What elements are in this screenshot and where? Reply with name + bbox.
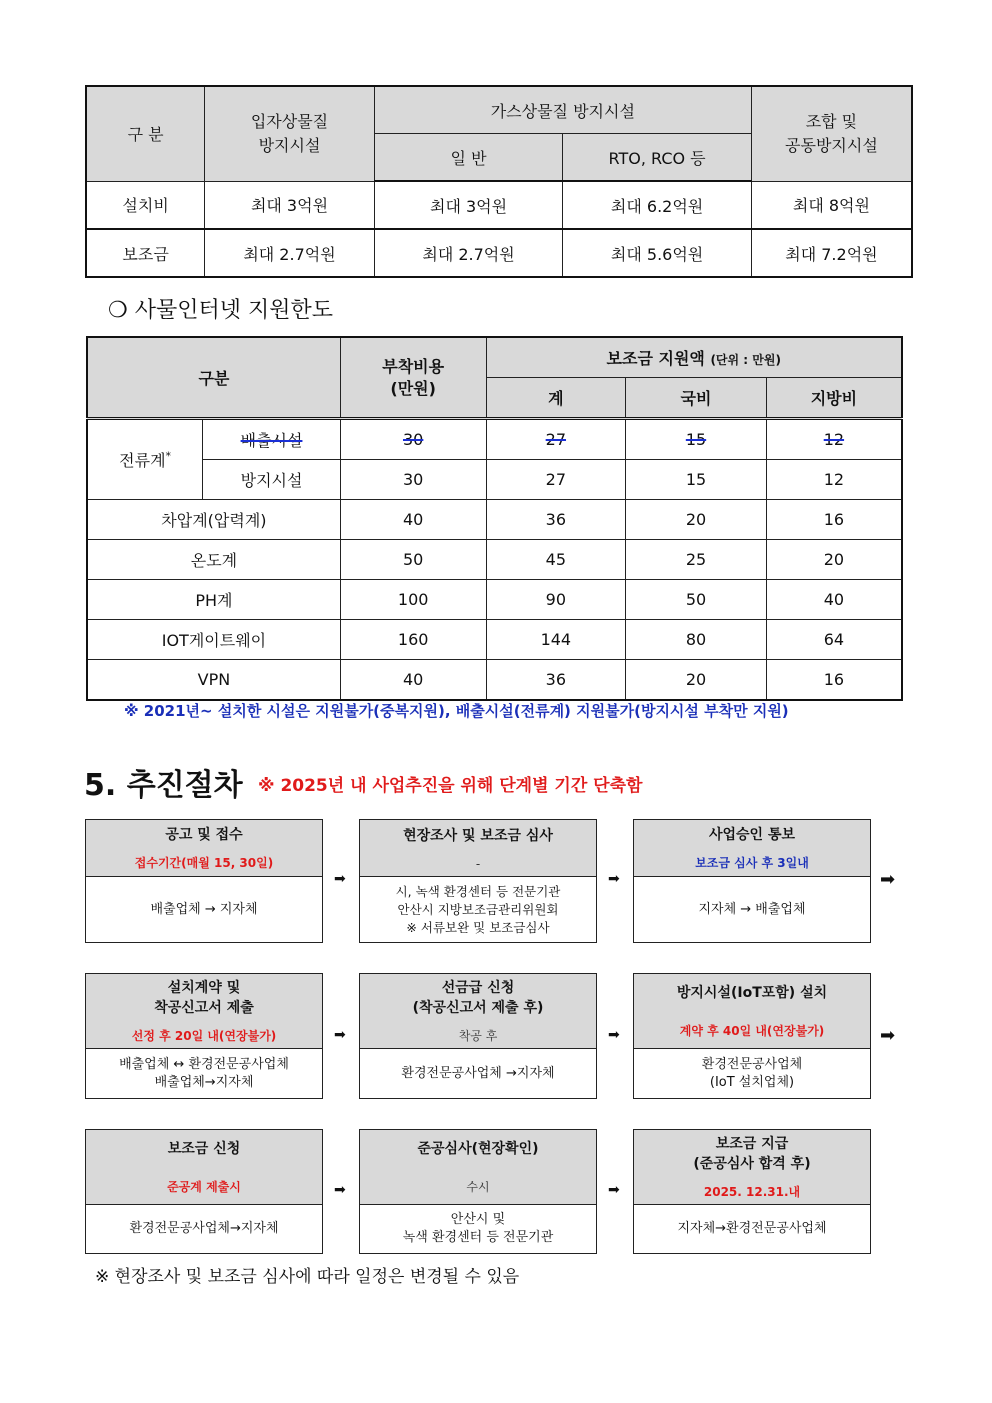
header-subsidy-label: 보조금 지원액 [606, 349, 705, 368]
arrow-right-icon: ➡ [334, 871, 346, 887]
table-cell: 최대 7.2억원 [751, 229, 912, 277]
table-row [87, 419, 902, 460]
header-total: 계 [486, 378, 626, 419]
table-cell: 45 [486, 540, 626, 580]
row-label: 배출시설 [203, 419, 341, 460]
table-cell: 36 [486, 500, 626, 540]
table-cell: 최대 2.7억원 [205, 229, 375, 277]
table-cell: 50 [626, 580, 767, 620]
table-cell: 25 [626, 540, 767, 580]
facility-cost-table [85, 85, 913, 278]
step-period: - [475, 856, 481, 871]
step-flow: 배출업체 ↔ 환경전문공사업체 배출업체→지자체 [119, 1056, 289, 1090]
table-cell: 20 [626, 660, 767, 701]
support-note: ※ 2021년~ 설치한 시설은 지원불가(중복지원), 배출시설(전류계) 지원불가(방지시설 부착만 지원) [124, 702, 789, 720]
arrow-right-icon: ➡ [880, 869, 896, 890]
group-label: 전류계* [87, 419, 203, 500]
table-row [87, 620, 902, 660]
step-period: 계약 후 40일 내(연장불가) [679, 1023, 825, 1038]
step-title: 준공심사(현장확인) [417, 1141, 539, 1158]
table-cell: 최대 6.2억원 [563, 181, 752, 229]
table-cell: 100 [340, 580, 486, 620]
table-cell: 16 [766, 500, 902, 540]
schedule-note: ※ 현장조사 및 보조금 심사에 따라 일정은 변경될 수 있음 [95, 1267, 520, 1287]
row-label: 방지시설 [203, 460, 341, 500]
step-period: 선정 후 20일 내(연장불가) [131, 1028, 277, 1043]
table-cell: 27 [486, 460, 626, 500]
table-cell: 36 [486, 660, 626, 701]
table-cell: 27 [486, 419, 626, 460]
step-box [85, 1129, 323, 1254]
step-period: 보조금 심사 후 3일내 [695, 856, 809, 871]
step-flow: 환경전문공사업체 →지자체 [401, 1065, 555, 1081]
table-cell: 16 [766, 660, 902, 701]
step-flow: 배출업체 → 지자체 [150, 901, 258, 917]
table-cell: 90 [486, 580, 626, 620]
row-label: 차압계(압력계) [87, 500, 340, 540]
step-box [633, 819, 871, 943]
iot-heading: ❍ 사물인터넷 지원한도 [108, 298, 333, 323]
step-period: 수시 [466, 1179, 490, 1194]
table-cell: 최대 8억원 [751, 181, 912, 229]
iot-support-table [86, 336, 903, 701]
table-cell: 80 [626, 620, 767, 660]
header-gas-rto: RTO, RCO 등 [563, 134, 752, 182]
header-subsidy [486, 337, 902, 378]
step-title: 현장조사 및 보조금 심사 [403, 827, 553, 844]
table-cell: 12 [766, 419, 902, 460]
step-period: 접수기간(매월 15, 30일) [134, 856, 274, 871]
table-cell: 20 [626, 500, 767, 540]
table-row [87, 460, 902, 500]
row-label: VPN [87, 660, 340, 701]
table-row [87, 580, 902, 620]
row-label: 보조금 [86, 229, 205, 277]
row-label: PH계 [87, 580, 340, 620]
table-cell: 15 [626, 460, 767, 500]
step-box [633, 973, 871, 1099]
table-cell: 160 [340, 620, 486, 660]
table-cell: 30 [340, 419, 486, 460]
step-title: 공고 및 접수 [165, 826, 243, 843]
step-box [85, 819, 323, 943]
section-title: 5. 추진절차 [84, 768, 243, 803]
step-title: 보조금 신청 [167, 1141, 241, 1158]
step-title: 보조금 지급 (준공심사 합격 후) [693, 1136, 811, 1173]
table-row [86, 181, 912, 229]
table-row [87, 540, 902, 580]
arrow-right-icon: ➡ [880, 1025, 896, 1046]
table-cell: 최대 3억원 [374, 181, 563, 229]
step-period: 2025. 12.31.내 [703, 1184, 801, 1199]
table-cell: 40 [340, 500, 486, 540]
step-title: 방지시설(IoT포함) 설치 [676, 985, 828, 1002]
header-local: 지방비 [766, 378, 902, 419]
section-note: ※ 2025년 내 사업추진을 위해 단계별 기간 단축함 [258, 776, 643, 796]
table-cell: 30 [340, 460, 486, 500]
step-flow: 지자체 → 배출업체 [698, 901, 806, 917]
table-cell: 144 [486, 620, 626, 660]
header-category: 구분 [87, 337, 340, 419]
table-cell: 64 [766, 620, 902, 660]
step-box [85, 973, 323, 1099]
header-particle: 입자상물질 방지시설 [205, 86, 375, 181]
step-flow: 안산시 및 녹색 환경센터 등 전문기관 [402, 1212, 554, 1245]
row-label: 설치비 [86, 181, 205, 229]
header-combined: 조합 및 공동방지시설 [751, 86, 912, 181]
step-flow: 지자체→환경전문공사업체 [677, 1221, 827, 1236]
arrow-right-icon: ➡ [334, 1182, 346, 1198]
table-cell: 최대 2.7억원 [374, 229, 563, 277]
row-label: 온도계 [87, 540, 340, 580]
arrow-right-icon: ➡ [608, 1182, 620, 1198]
table-row [87, 660, 902, 701]
table-row [86, 229, 912, 277]
table-row [87, 500, 902, 540]
arrow-right-icon: ➡ [608, 1027, 620, 1043]
step-flow: 환경전문공사업체→지자체 [129, 1221, 279, 1236]
table-cell: 50 [340, 540, 486, 580]
header-unit: (단위 : 만원) [710, 353, 781, 367]
table-cell: 최대 5.6억원 [563, 229, 752, 277]
step-box [359, 973, 597, 1099]
arrow-right-icon: ➡ [608, 871, 620, 887]
header-national: 국비 [626, 378, 767, 419]
step-title: 사업승인 통보 [708, 826, 796, 843]
step-box [359, 819, 597, 943]
step-flow: 환경전문공사업체 (IoT 설치업체) [701, 1056, 803, 1090]
table-cell: 40 [766, 580, 902, 620]
header-gas-general: 일 반 [374, 134, 563, 182]
step-box [359, 1129, 597, 1254]
table-cell: 최대 3억원 [205, 181, 375, 229]
header-gas: 가스상물질 방지시설 [374, 86, 751, 134]
table-cell: 20 [766, 540, 902, 580]
arrow-right-icon: ➡ [334, 1027, 346, 1043]
table-cell: 12 [766, 460, 902, 500]
step-period: 착공 후 [458, 1028, 498, 1043]
header-category: 구 분 [86, 86, 205, 181]
table-cell: 40 [340, 660, 486, 701]
table-cell: 15 [626, 419, 767, 460]
step-period: 준공계 제출시 [167, 1179, 241, 1194]
header-attach-cost: 부착비용 (만원) [340, 337, 486, 419]
step-title: 선금급 신청 (착공신고서 제출 후) [412, 980, 544, 1017]
step-flow: 시, 녹색 환경센터 등 전문기관 안산시 지방보조금관리위원회 ※ 서류보완 및 보조금심사 [395, 883, 561, 935]
step-title: 설치계약 및 착공신고서 제출 [154, 980, 254, 1017]
step-box [633, 1129, 871, 1254]
row-label: IOT게이트웨이 [87, 620, 340, 660]
